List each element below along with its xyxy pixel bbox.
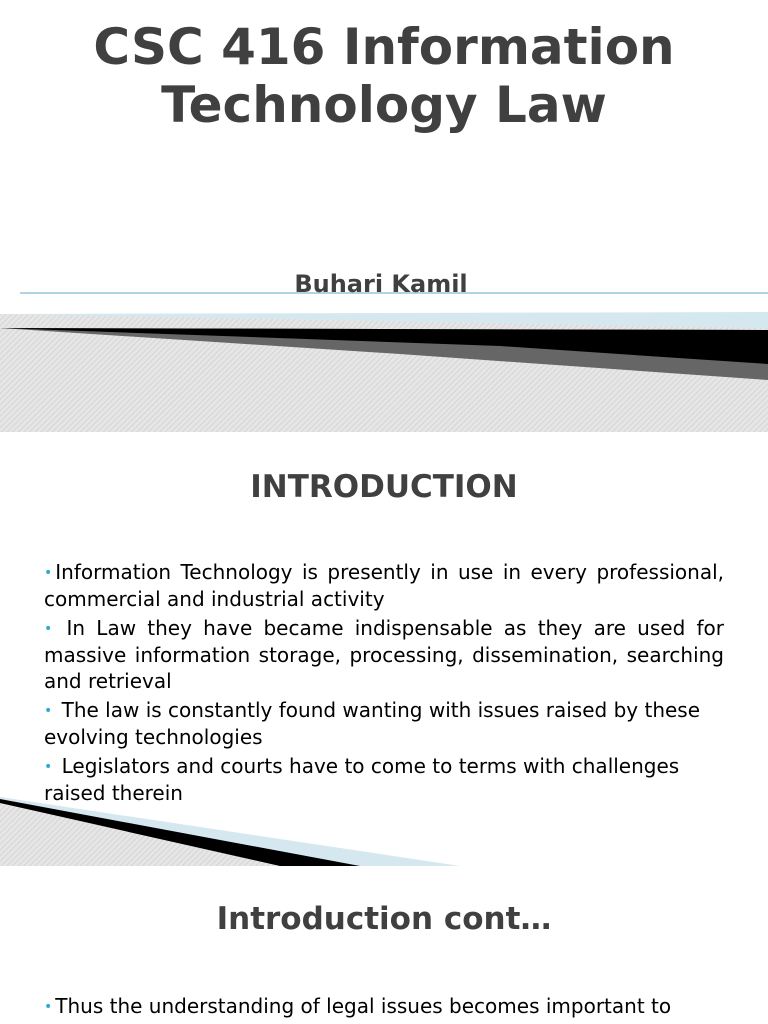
- bullet-dot-icon: •: [44, 621, 53, 637]
- bullet-dot-icon: •: [44, 565, 53, 581]
- bullet-dot-icon: •: [44, 703, 53, 719]
- bullet-item: [44, 615, 724, 694]
- bullet-dot-icon: •: [44, 999, 53, 1015]
- introduction-decoration-wave: [0, 793, 768, 866]
- bullet-item: [44, 559, 724, 612]
- bullet-text: Legislators and courts have to come to terms with challenges raised therein: [44, 754, 680, 805]
- bullet-text: Thus the understanding of legal issues becomes important to: [55, 994, 672, 1018]
- bullet-text: In Law they have became indispensable as they are used for massive information storage, processing, dissemination, searching and retrieval: [44, 616, 724, 693]
- title-decoration-wave: [0, 280, 768, 432]
- bullet-list: [44, 993, 724, 1023]
- introduction-slide: [0, 433, 768, 866]
- bullet-list: [44, 559, 724, 809]
- bullet-item: [44, 993, 724, 1020]
- bullet-text: Information Technology is presently in use in every professional, commercial and industrial activity: [44, 560, 724, 611]
- bullet-text: The law is constantly found wanting with issues raised by these evolving technologies: [44, 698, 701, 749]
- slide-title-line-2: Technology Law: [161, 76, 607, 134]
- title-slide: [0, 0, 768, 432]
- slide-heading: INTRODUCTION: [250, 469, 518, 505]
- slide-title: [0, 18, 768, 134]
- bullet-dot-icon: •: [44, 759, 53, 775]
- slide-title-line-1: CSC 416 Information: [93, 18, 675, 76]
- slide-heading: Introduction cont…: [216, 901, 552, 937]
- introduction-cont-slide: [0, 867, 768, 1024]
- author-name: Buhari Kamil: [294, 270, 468, 298]
- bullet-item: [44, 697, 724, 750]
